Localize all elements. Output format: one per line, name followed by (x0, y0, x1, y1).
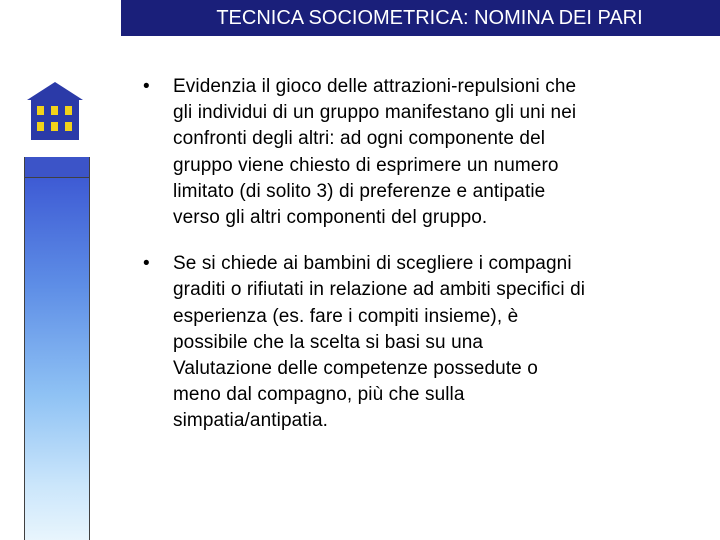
bullet-text: Evidenzia il gioco delle attrazioni-repulsioni che gli individui di un gruppo manifestano gli uni nei confronti degli altri: ad ogni componente del gruppo viene chiesto di esprimere un numero limitato (di solito 3) di preferenze e antipatie verso gli altri componenti del gruppo. (173, 76, 577, 229)
bullet-text: Se si chiede ai bambini di scegliere i compagni graditi o rifiutati in relazione ad ambiti specifici di esperienza (es. fare i compiti insieme), è possibile che la scelta si basi su una Valutazione delle competenze possedute o meno dal compagno, più che sulla simpatia/antipatia. (173, 253, 586, 432)
bullet-item-2 (143, 251, 703, 434)
slide-content (143, 74, 703, 435)
bullet-marker: • (143, 253, 150, 275)
side-bar-header (24, 157, 90, 177)
bullet-item-1 (143, 74, 703, 231)
bullet-marker: • (143, 76, 150, 97)
building-icon (25, 80, 85, 142)
side-gradient-bar (24, 177, 90, 540)
slide-title: TECNICA SOCIOMETRICA: NOMINA DEI PARI (121, 0, 720, 36)
